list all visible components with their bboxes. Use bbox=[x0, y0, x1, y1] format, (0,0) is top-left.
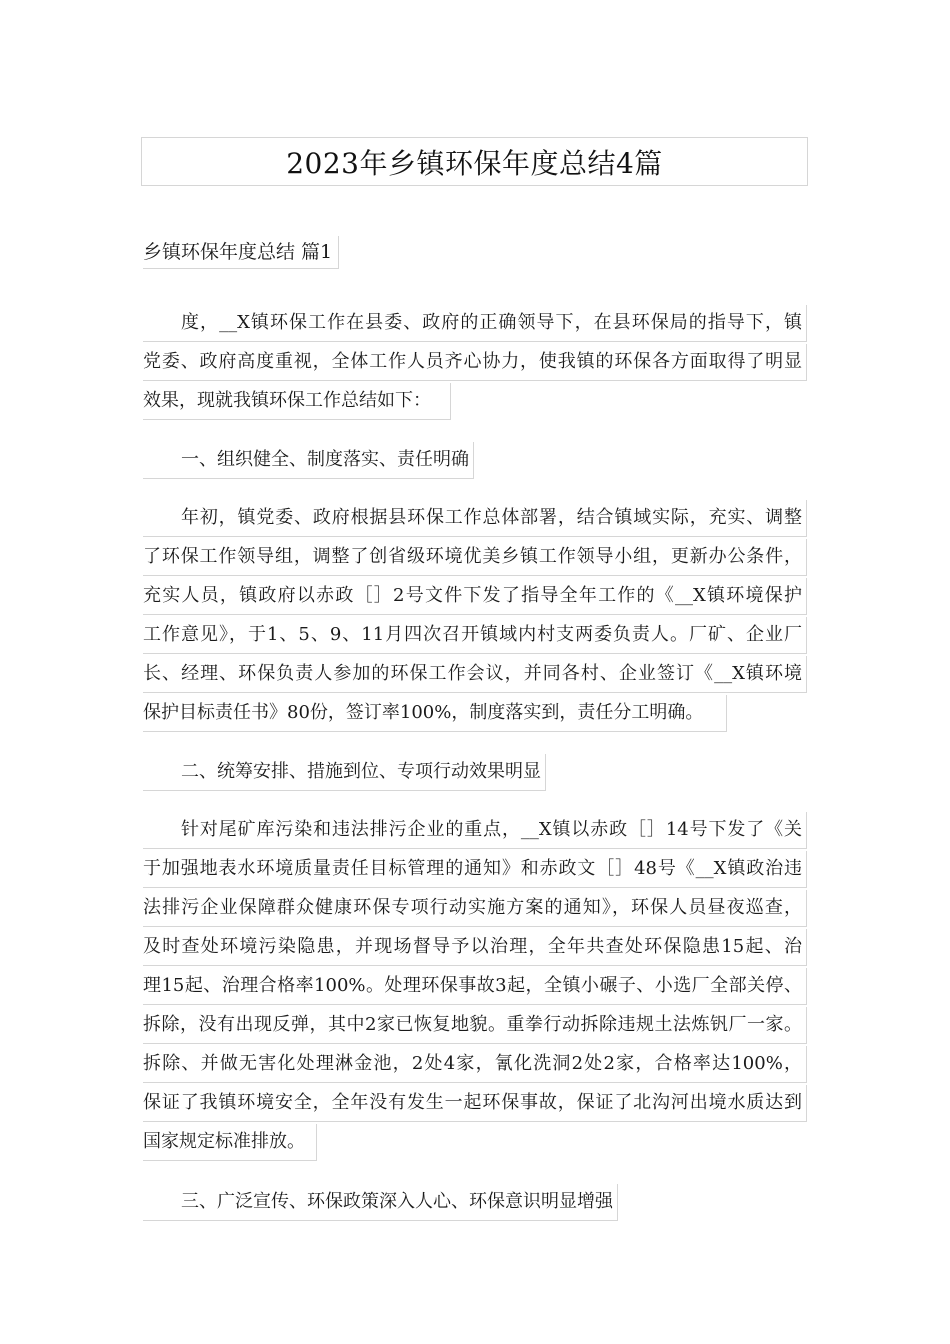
paragraph-line bbox=[143, 539, 813, 578]
line-text: 针对尾矿库污染和违法排污企业的重点，__X镇以赤政［］14号下发了《关 bbox=[143, 812, 807, 849]
section-2-paragraph bbox=[143, 812, 813, 1163]
document-subtitle: 乡镇环保年度总结 篇1 bbox=[143, 236, 339, 269]
paragraph-line bbox=[143, 656, 813, 695]
paragraph-line bbox=[143, 500, 813, 539]
line-text: 了环保工作领导组，调整了创省级环境优美乡镇工作领导小组，更新办公条件， bbox=[143, 539, 807, 576]
paragraph-line bbox=[143, 695, 813, 734]
line-text: 保护目标责任书》80份，签订率100%，制度落实到，责任分工明确。 bbox=[143, 695, 727, 732]
paragraph-line bbox=[143, 890, 813, 929]
line-text: 于加强地表水环境质量责任目标管理的通知》和赤政文［］48号《__X镇政治违 bbox=[143, 851, 807, 888]
paragraph-line bbox=[143, 617, 813, 656]
line-text: 理15起、治理合格率100%。处理环保事故3起，全镇小碾子、小选厂全部关停、 bbox=[143, 968, 807, 1005]
line-text: 拆除、并做无害化处理淋金池，2处4家，氰化洗洞2处2家，合格率达100%， bbox=[143, 1046, 807, 1083]
line-text: 法排污企业保障群众健康环保专项行动实施方案的通知》，环保人员昼夜巡查， bbox=[143, 890, 807, 927]
line-text: 充实人员，镇政府以赤政［］2号文件下发了指导全年工作的《__X镇环境保护 bbox=[143, 578, 807, 615]
intro-paragraph bbox=[143, 305, 813, 422]
paragraph-line bbox=[143, 929, 813, 968]
paragraph-line bbox=[143, 851, 813, 890]
line-text: 及时查处环境污染隐患，并现场督导予以治理，全年共查处环保隐患15起、治 bbox=[143, 929, 807, 966]
line-text: 效果，现就我镇环保工作总结如下： bbox=[143, 383, 451, 420]
paragraph-line bbox=[143, 1085, 813, 1124]
heading-text: 二、统筹安排、措施到位、专项行动效果明显 bbox=[143, 754, 546, 791]
paragraph-line bbox=[143, 383, 813, 422]
paragraph-line bbox=[143, 1124, 813, 1163]
paragraph-line bbox=[143, 578, 813, 617]
line-text: 长、经理、环保负责人参加的环保工作会议，并同各村、企业签订《__X镇环境 bbox=[143, 656, 807, 693]
heading-line bbox=[143, 442, 813, 481]
section-3-heading bbox=[143, 1184, 813, 1223]
paragraph-line bbox=[143, 1007, 813, 1046]
paragraph-line bbox=[143, 344, 813, 383]
line-text: 国家规定标准排放。 bbox=[143, 1124, 317, 1161]
line-text: 年初，镇党委、政府根据县环保工作总体部署，结合镇域实际，充实、调整 bbox=[143, 500, 807, 537]
paragraph-line bbox=[143, 305, 813, 344]
line-text: 党委、政府高度重视，全体工作人员齐心协力，使我镇的环保各方面取得了明显 bbox=[143, 344, 807, 381]
heading-line bbox=[143, 754, 813, 793]
line-text: 拆除，没有出现反弹，其中2家已恢复地貌。重拳行动拆除违规土法炼钒厂一家。 bbox=[143, 1007, 807, 1044]
document-title-box bbox=[141, 137, 808, 186]
paragraph-line bbox=[143, 812, 813, 851]
paragraph-line bbox=[143, 1046, 813, 1085]
line-text: 度，__X镇环保工作在县委、政府的正确领导下，在县环保局的指导下，镇 bbox=[143, 305, 807, 342]
heading-text: 三、广泛宣传、环保政策深入人心、环保意识明显增强 bbox=[143, 1184, 618, 1221]
section-2-heading bbox=[143, 754, 813, 793]
paragraph-line bbox=[143, 968, 813, 1007]
line-text: 工作意见》，于1、5、9、11月四次召开镇域内村支两委负责人。厂矿、企业厂 bbox=[143, 617, 807, 654]
document-title: 2023年乡镇环保年度总结4篇 bbox=[286, 146, 663, 180]
section-1-paragraph bbox=[143, 500, 813, 734]
heading-line bbox=[143, 1184, 813, 1223]
heading-text: 一、组织健全、制度落实、责任明确 bbox=[143, 442, 474, 479]
line-text: 保证了我镇环境安全，全年没有发生一起环保事故，保证了北沟河出境水质达到 bbox=[143, 1085, 807, 1122]
section-1-heading bbox=[143, 442, 813, 481]
